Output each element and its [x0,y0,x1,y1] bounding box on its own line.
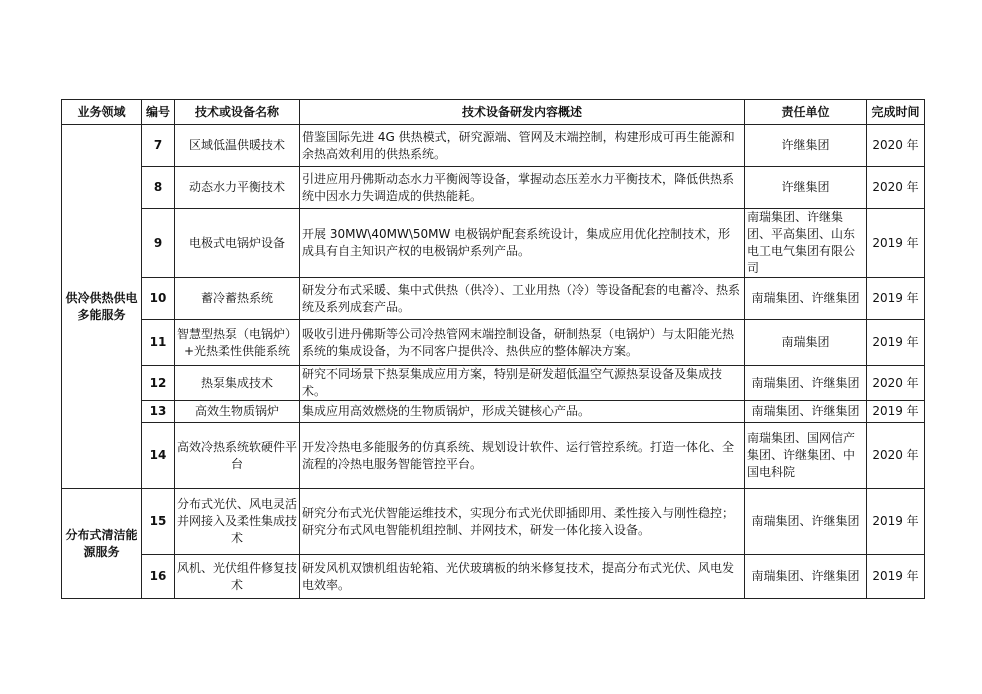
header-name: 技术或设备名称 [175,100,300,125]
table-row [62,278,925,320]
row-name: 蓄冷蓄热系统 [175,278,300,320]
header-row [62,100,925,125]
row-number: 9 [142,209,175,278]
row-unit: 南瑞集团、许继集团 [745,489,867,555]
technology-table [61,99,925,599]
domain-cell: 供冷供热供电多能服务 [62,125,142,489]
table-row [62,125,925,167]
table-row [62,366,925,401]
row-unit: 许继集团 [745,125,867,167]
row-unit: 南瑞集团、许继集团 [745,278,867,320]
row-summary: 研发风机双馈机组齿轮箱、光伏玻璃板的纳米修复技术，提高分布式光伏、风电发电效率。 [300,555,745,599]
row-summary: 开发冷热电多能服务的仿真系统、规划设计软件、运行管控系统。打造一体化、全流程的冷热电服务智能管控平台。 [300,423,745,489]
header-time: 完成时间 [867,100,925,125]
header-domain: 业务领域 [62,100,142,125]
table-row [62,555,925,599]
domain-cell: 分布式清洁能源服务 [62,489,142,599]
row-number: 16 [142,555,175,599]
row-number: 13 [142,401,175,423]
row-name: 动态水力平衡技术 [175,167,300,209]
header-number: 编号 [142,100,175,125]
row-name: 风机、光伏组件修复技术 [175,555,300,599]
row-summary: 引进应用丹佛斯动态水力平衡阀等设备，掌握动态压差水力平衡技术，降低供热系统中因水力失调造成的供热能耗。 [300,167,745,209]
row-time: 2019 年 [867,401,925,423]
row-unit: 南瑞集团、国网信产集团、许继集团、中国电科院 [745,423,867,489]
row-name: 高效冷热系统软硬件平台 [175,423,300,489]
row-name: 电极式电锅炉设备 [175,209,300,278]
row-name: 热泵集成技术 [175,366,300,401]
table-row [62,320,925,366]
row-summary: 研究不同场景下热泵集成应用方案，特别是研发超低温空气源热泵设备及集成技术。 [300,366,745,401]
row-unit: 南瑞集团、许继集团 [745,555,867,599]
row-time: 2019 年 [867,320,925,366]
row-unit: 南瑞集团、许继集团 [745,401,867,423]
row-time: 2020 年 [867,167,925,209]
row-number: 15 [142,489,175,555]
table-row [62,167,925,209]
row-number: 8 [142,167,175,209]
row-number: 14 [142,423,175,489]
row-time: 2019 年 [867,209,925,278]
row-number: 12 [142,366,175,401]
row-time: 2019 年 [867,555,925,599]
row-time: 2020 年 [867,423,925,489]
row-number: 7 [142,125,175,167]
row-name: 智慧型热泵（电锅炉）+光热柔性供能系统 [175,320,300,366]
row-summary: 研发分布式采暖、集中式供热（供冷）、工业用热（冷）等设备配套的电蓄冷、热系统及系列成套产品。 [300,278,745,320]
row-summary: 开展 30MW\40MW\50MW 电极锅炉配套系统设计，集成应用优化控制技术，形成具有自主知识产权的电极锅炉系列产品。 [300,209,745,278]
row-number: 11 [142,320,175,366]
header-summary: 技术设备研发内容概述 [300,100,745,125]
row-name: 分布式光伏、风电灵活并网接入及柔性集成技术 [175,489,300,555]
row-unit: 南瑞集团 [745,320,867,366]
row-summary: 集成应用高效燃烧的生物质锅炉，形成关键核心产品。 [300,401,745,423]
row-name: 区域低温供暖技术 [175,125,300,167]
row-time: 2020 年 [867,125,925,167]
row-time: 2019 年 [867,489,925,555]
row-time: 2020 年 [867,366,925,401]
table-row [62,401,925,423]
row-summary: 吸收引进丹佛斯等公司冷热管网末端控制设备，研制热泵（电锅炉）与太阳能光热系统的集成设备，为不同客户提供冷、热供应的整体解决方案。 [300,320,745,366]
table-row [62,209,925,278]
row-summary: 借鉴国际先进 4G 供热模式，研究源端、管网及末端控制，构建形成可再生能源和余热高效利用的供热系统。 [300,125,745,167]
row-name: 高效生物质锅炉 [175,401,300,423]
row-time: 2019 年 [867,278,925,320]
header-unit: 责任单位 [745,100,867,125]
row-unit: 南瑞集团、许继集团 [745,366,867,401]
row-unit: 南瑞集团、许继集团、平高集团、山东电工电气集团有限公司 [745,209,867,278]
row-number: 10 [142,278,175,320]
table-row [62,489,925,555]
table-row [62,423,925,489]
row-unit: 许继集团 [745,167,867,209]
row-summary: 研究分布式光伏智能运维技术，实现分布式光伏即插即用、柔性接入与刚性稳控；研究分布式风电智能机组控制、并网技术，研发一体化接入设备。 [300,489,745,555]
